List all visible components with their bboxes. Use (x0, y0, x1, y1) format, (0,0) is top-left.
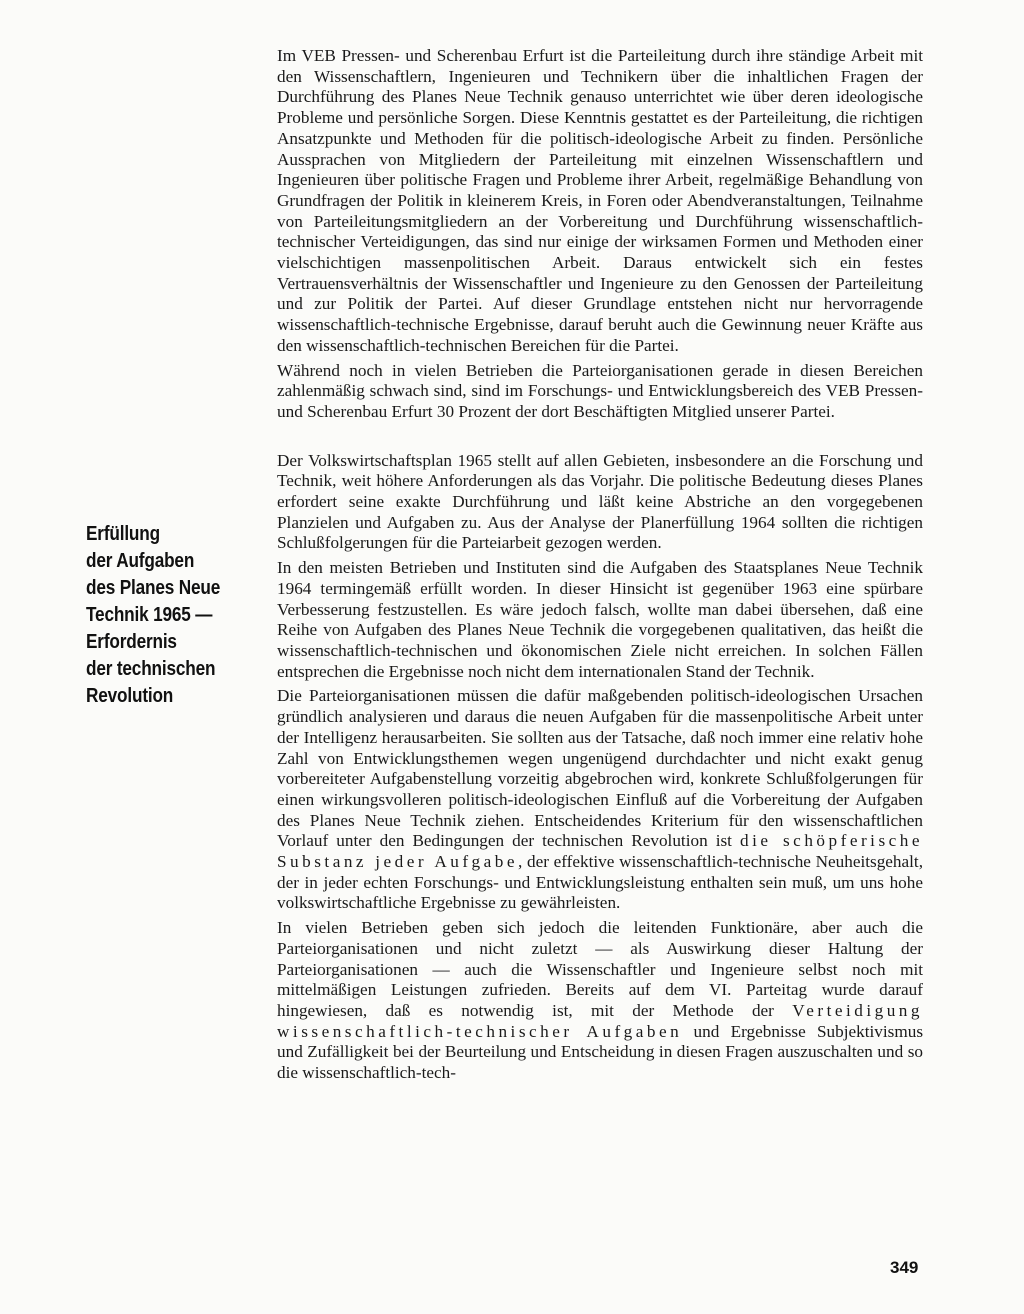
paragraph-6 (277, 918, 923, 1084)
body-column (277, 46, 923, 1084)
paragraph-5-text-a: Die Parteiorganisationen müssen die dafür maßgebenden politisch-ideologischen Ursachen gründlich analysieren und daraus die neuen Aufgaben für die massenpolitische Arbeit unter der Intelligenz herausarbeiten. Sie sollten aus der Tatsache, daß noch immer eine relativ hohe Zahl von Entwicklungsthemen wegen ungenügend durchdachter und nicht exakt genug vorbereiteter Aufgabenstellung vorzeitig abgebrochen wird, konkrete Schlußfolgerungen für einen wirkungsvolleren politisch-ideologischen Einfluß auf die Vorbereitung der Aufgaben des Planes Neue Technik ziehen. Entscheidendes Kriterium für den wissenschaftlichen Vorlauf unter den Bedingungen der technischen Revolution ist (277, 686, 923, 851)
paragraph-6-text-b: und Ergebnisse Subjektivismus und Zufälligkeit bei der Beurteilung und Entscheidung in diesen Fragen auszuschalten und so die wissenschaftlich-tech- (277, 1021, 924, 1083)
heading-line: Revolution (86, 685, 174, 707)
heading-line: der Aufgaben (86, 550, 195, 572)
paragraph-5-emphasis: die schöpferische Substanz jeder Aufgabe (277, 831, 923, 872)
paragraph-3: Der Volkswirtschaftsplan 1965 stellt auf allen Gebieten, insbesondere an die Forschung und Technik, weit höhere Anforderungen als das Vorjahr. Die politische Bedeutung dieses Planes erfordert seine exakte Durchführung und läßt keine Abstriche an den vorgegebenen Planzielen und Aufgaben zu. Aus der Analyse der Planerfüllung 1964 sollten die richtigen Schlußfolgerungen für die Parteiarbeit gezogen werden. (277, 450, 923, 553)
section-heading (86, 521, 237, 710)
heading-line: Technik 1965 — (86, 604, 213, 626)
paragraph-1: Im VEB Pressen- und Scherenbau Erfurt ist die Parteileitung durch ihre ständige Arbeit mit den Wissenschaftlern, Ingenieuren und Technikern über die inhaltlichen Fragen der Durchführung des Planes Neue Technik genauso unterrichtet wie über deren ideologische Probleme und persönliche Sorgen. Diese Kenntnis gestattet es der Parteileitung, die richtigen Ansatzpunkte und Methoden für die politisch-ideologische Arbeit zu finden. Persönliche Aussprachen von Mitgliedern der Parteileitung mit einzelnen Wissenschaftlern und Ingenieuren über politische Fragen und Probleme ihrer Arbeit, regelmäßige Behandlung von Grundfragen der Politik in kleinerem Kreis, in Foren oder Abendveranstaltungen, Teilnahme von Parteileitungsmitgliedern an der Vorbereitung und Durchführung wissenschaftlich-technischer Verteidigungen, das sind nur einige der wirksamen Formen und Methoden einer vielschichtigen massenpolitischen Arbeit. Daraus entwickelt sich ein festes Vertrauensverhältnis der Wissenschaftler und Ingenieure zu den Genossen der Parteileitung und zur Politik der Partei. Auf dieser Grundlage entstehen nicht nur hervorragende wissenschaftlich-technische Ergebnisse, darauf beruht auch die Gewinnung neuer Kräfte aus den wissenschaftlich-technischen Bereichen für die Partei. (277, 46, 923, 355)
paragraph-6-emphasis: Verteidigung wissenschaftlich-technischer Aufgaben (277, 1000, 923, 1041)
paragraph-5-text-b: , der effektive wissenschaftlich-technische Neuheitsgehalt, der in jeder echten Forschungs- und Entwicklungsleistung enthalten sein muß, um uns hohe volkswirtschaftliche Ergebnisse zu gewährleisten. (277, 852, 924, 913)
heading-line: Erfüllung (86, 523, 160, 545)
paragraph-6-text-a: In vielen Betrieben geben sich jedoch die leitenden Funktionäre, aber auch die Parteiorganisationen und nicht zuletzt — als Auswirkung dieser Haltung der Parteiorganisationen — auch die Wissenschaftler und Ingenieure selbst noch mit mittelmäßigen Leistungen zufrieden. Bereits auf dem VI. Parteitag wurde darauf hingewiesen, daß es notwendig ist, mit der Methode der (277, 918, 923, 1020)
paragraph-5 (277, 686, 923, 914)
paragraph-2: Während noch in vielen Betrieben die Parteiorganisationen gerade in diesen Bereichen zahlenmäßig schwach sind, sind im Forschungs- und Entwicklungsbereich des VEB Pressen- und Scherenbau Erfurt 30 Prozent der dort Beschäftigten Mitglied unserer Partei. (277, 360, 923, 421)
heading-line: des Planes Neue (86, 577, 221, 599)
heading-line: Erfordernis (86, 631, 177, 653)
paragraph-4: In den meisten Betrieben und Instituten sind die Aufgaben des Staatsplanes Neue Technik 1964 termingemäß erfüllt worden. In dieser Hinsicht ist gegenüber 1963 eine spürbare Verbesserung festzustellen. Es wäre jedoch falsch, wollte man dabei übersehen, daß eine Reihe von Aufgaben des Planes Neue Technik die vorgegebenen qualitativen, das heißt die wissenschaftlich-technischen und ökonomischen Ziele nicht erreichen. In solchen Fällen entsprechen die Ergebnisse noch nicht dem internationalen Stand der Technik. (277, 558, 923, 681)
heading-line: der technischen (86, 658, 216, 680)
page-number: 349 (890, 1258, 919, 1277)
